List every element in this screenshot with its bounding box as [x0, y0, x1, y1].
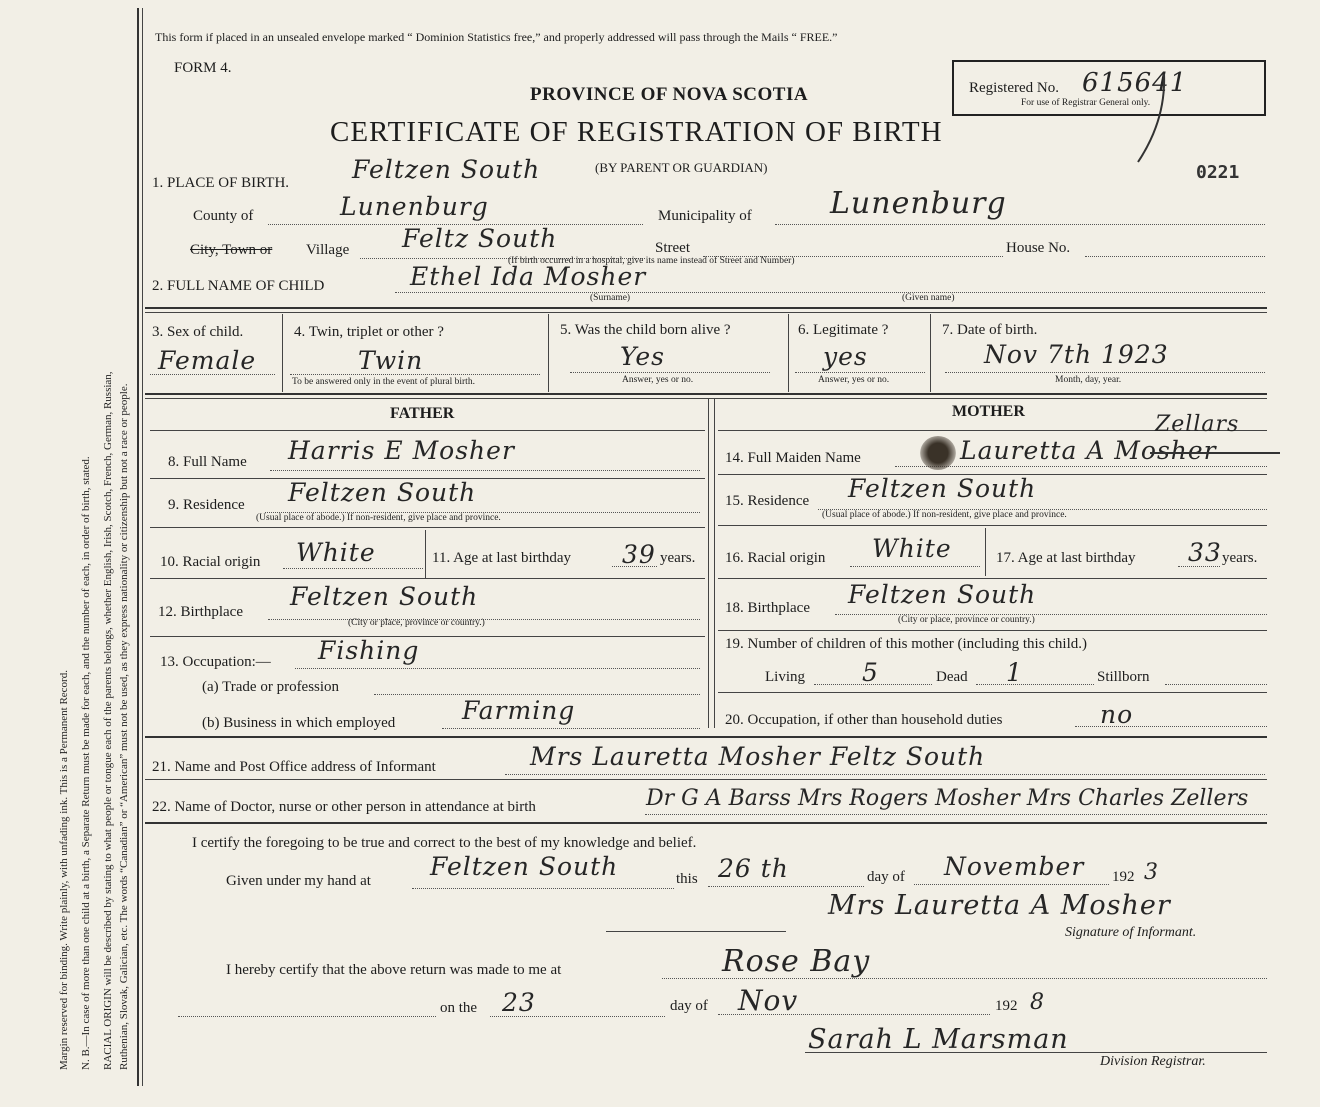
rule-after-informant	[145, 779, 1267, 780]
margin-note-1: Margin reserved for binding. Write plainly, with unfading ink. This is a Permanent Record.	[58, 670, 70, 1070]
father-heading-rule	[150, 430, 705, 431]
father-residence-value: Feltzen South	[288, 478, 477, 507]
born-alive-note: Answer, yes or no.	[622, 375, 694, 385]
rule-after-parents	[145, 736, 1267, 738]
informant-label: 21. Name and Post Office address of Informant	[152, 759, 436, 775]
doctor-value: Dr G A Barss Mrs Rogers Mosher Mrs Charles Zellers	[646, 786, 1249, 811]
given-year-value: 3	[1144, 860, 1159, 885]
father-name-line	[270, 470, 700, 471]
mother-birthplace-value: Feltzen South	[848, 580, 1037, 609]
ink-stamp: 0221	[1196, 162, 1240, 183]
margin-note-2: N. B.—In case of more than one child at a birth, a Separate Return must be made for each, and the number of each, in order of birth, stated.	[80, 456, 92, 1070]
given-day-value: 26 th	[718, 854, 789, 883]
binding-margin-line-inner	[142, 8, 143, 1086]
given-name-caption: (Given name)	[902, 293, 955, 303]
given-month-line	[914, 884, 1109, 885]
given-at-value: Feltzen South	[430, 852, 619, 881]
registrar-place-value: Rose Bay	[722, 944, 871, 979]
father-age-years: years.	[660, 550, 696, 566]
dob-value: Nov 7th 1923	[984, 340, 1169, 369]
born-alive-value: Yes	[620, 342, 665, 371]
mother-rule-5	[718, 692, 1267, 693]
place-of-birth-value: Feltzen South	[352, 155, 541, 184]
mother-race-line	[850, 566, 980, 567]
mother-name-correction: Zellars	[1155, 412, 1240, 437]
father-rule-3	[150, 578, 705, 579]
row3-divider-1	[282, 314, 283, 392]
on-the-lead-line	[178, 1016, 436, 1017]
city-town-struck: City, Town or	[190, 242, 273, 258]
margin-note-3: RACIAL ORIGIN will be described by stating to what people or tongue each of the parents belongs, whether English, Irish, Scotch, French, German, Russian,	[102, 371, 114, 1070]
legitimate-note: Answer, yes or no.	[818, 375, 890, 385]
registered-label: Registered No.	[969, 80, 1059, 96]
mother-heading: MOTHER	[952, 403, 1025, 420]
father-birthplace-note: (City or place, province or country.)	[348, 618, 485, 628]
father-heading: FATHER	[390, 405, 455, 422]
hospital-note: (If birth occurred in a hospital, give its name instead of Street and Number)	[508, 256, 795, 266]
dob-note: Month, day, year.	[1055, 375, 1122, 385]
rule-after-name	[145, 307, 1267, 309]
mother-occupation-value: no	[1100, 700, 1134, 729]
child-name-label: 2. FULL NAME OF CHILD	[152, 278, 325, 294]
given-year-prefix: 192	[1112, 869, 1135, 885]
father-birthplace-value: Feltzen South	[290, 582, 479, 611]
legitimate-label: 6. Legitimate ?	[798, 322, 889, 338]
surname-caption: (Surname)	[590, 293, 631, 303]
mother-rule-3	[718, 578, 1267, 579]
mother-rule-2	[718, 525, 1267, 526]
given-day-of-label: day of	[867, 869, 905, 885]
father-race-line	[283, 568, 423, 569]
this-day-line	[708, 886, 864, 887]
municipality-line	[775, 224, 1265, 225]
mother-race-label: 16. Racial origin	[725, 550, 826, 566]
county-value: Lunenburg	[340, 192, 489, 221]
on-the-label: on the	[440, 1000, 478, 1016]
father-occupation-value: Fishing	[318, 636, 420, 665]
informant-line	[505, 774, 1265, 775]
father-rule-2	[150, 527, 705, 528]
certify-statement: I certify the foregoing to be true and correct to the best of my knowledge and belief.	[192, 835, 697, 851]
certificate-subtitle: (BY PARENT OR GUARDIAN)	[595, 160, 768, 175]
county-label: County of	[193, 208, 254, 224]
business-line	[442, 728, 700, 729]
registrar-check-mark	[1130, 70, 1170, 170]
registrar-day-of-label: day of	[670, 998, 708, 1014]
sex-label: 3. Sex of child.	[152, 324, 244, 340]
doctor-line	[645, 814, 1267, 815]
village-label: Village	[306, 242, 350, 258]
trade-line	[374, 694, 700, 695]
registrar-sig-rule	[805, 1052, 1267, 1053]
informant-signature-caption: Signature of Informant.	[1065, 925, 1197, 940]
mother-name-label: 14. Full Maiden Name	[725, 450, 861, 466]
mother-age-label: 17. Age at last birthday	[996, 550, 1136, 566]
living-value: 5	[862, 658, 879, 687]
twin-value: Twin	[358, 346, 424, 375]
this-label: this	[676, 871, 698, 887]
registrar-statement: I hereby certify that the above return was made to me at	[226, 962, 562, 978]
dob-line	[945, 372, 1265, 373]
father-name-label: 8. Full Name	[168, 454, 247, 470]
twin-note: To be answered only in the event of plural birth.	[292, 377, 475, 387]
born-alive-label: 5. Was the child born alive ?	[560, 322, 731, 338]
mother-name-value: Lauretta A Mosher	[960, 436, 1217, 465]
father-race-value: White	[296, 538, 376, 567]
trade-label: (a) Trade or profession	[202, 679, 340, 695]
informant-value: Mrs Lauretta Mosher Feltz South	[530, 742, 986, 771]
mother-residence-label: 15. Residence	[725, 493, 810, 509]
registered-number: 615641	[1082, 68, 1188, 98]
legitimate-value: yes	[823, 342, 868, 371]
parent-column-divider-2	[714, 398, 715, 728]
registrar-signature: Sarah L Marsman	[808, 1024, 1069, 1055]
street-label: Street	[655, 240, 690, 256]
father-birthplace-label: 12. Birthplace	[158, 604, 243, 620]
father-name-value: Harris E Mosher	[288, 436, 515, 465]
mother-residence-note: (Usual place of abode.) If non-resident, give place and province.	[822, 510, 1067, 520]
dead-line	[976, 684, 1094, 685]
business-label: (b) Business in which employed	[202, 715, 396, 731]
mother-occupation-label: 20. Occupation, if other than household duties	[725, 712, 1003, 728]
parent-column-divider	[708, 398, 709, 728]
mother-race-value: White	[872, 534, 952, 563]
mother-age-years: years.	[1222, 550, 1258, 566]
registrar-year-value: 8	[1030, 990, 1045, 1015]
father-age-value: 39	[622, 540, 656, 569]
registrar-signature-caption: Division Registrar.	[1100, 1054, 1206, 1069]
mother-name-line	[895, 466, 1267, 467]
sex-value: Female	[158, 346, 257, 375]
province-heading: PROVINCE OF NOVA SCOTIA	[530, 84, 809, 105]
municipality-label: Municipality of	[658, 208, 752, 224]
father-race-divider	[425, 530, 426, 578]
living-label: Living	[765, 669, 805, 685]
born-alive-line	[570, 372, 770, 373]
father-occupation-line	[295, 668, 700, 669]
form-number: FORM 4.	[174, 60, 232, 76]
twin-label: 4. Twin, triplet or other ?	[294, 324, 444, 340]
dead-value: 1	[1006, 658, 1023, 687]
given-month-value: November	[944, 852, 1085, 881]
father-residence-note: (Usual place of abode.) If non-resident, give place and province.	[256, 513, 501, 523]
sex-line	[150, 374, 275, 375]
certificate-title: CERTIFICATE OF REGISTRATION OF BIRTH	[330, 116, 943, 148]
stillborn-line	[1165, 684, 1267, 685]
registrar-year-prefix: 192	[995, 998, 1018, 1014]
child-name-line	[395, 292, 1265, 293]
rule-after-name-2	[145, 312, 1267, 313]
given-at-label: Given under my hand at	[226, 873, 371, 889]
margin-note-4: Ruthenian, Slovak, Galician, etc. The words “Canadian” or “American” must not be used, as they express nationality or citizenship but not a race or people.	[118, 383, 130, 1070]
twin-line	[290, 374, 540, 375]
house-number-line	[1085, 256, 1265, 257]
registrar-month-value: Nov	[738, 984, 799, 1017]
row3-divider-2	[548, 314, 549, 392]
informant-signature: Mrs Lauretta A Mosher	[828, 890, 1171, 921]
ink-blot	[920, 436, 956, 470]
mother-rule-4	[718, 630, 1267, 631]
mother-birthplace-note: (City or place, province or country.)	[898, 615, 1035, 625]
children-count-label: 19. Number of children of this mother (including this child.)	[725, 636, 1088, 652]
father-rule-4	[150, 636, 705, 637]
row3-divider-4	[930, 314, 931, 392]
registration-box	[952, 60, 1266, 116]
mail-notice: This form if placed in an unsealed envelope marked “ Dominion Statistics free,” and properly addressed will pass through the Mails “ FREE.”	[155, 30, 838, 44]
father-occupation-label: 13. Occupation:—	[160, 654, 271, 670]
child-name-value: Ethel Ida Mosher	[410, 262, 647, 291]
municipality-value: Lunenburg	[830, 186, 1007, 221]
village-value: Feltz South	[402, 224, 558, 253]
registrar-day-value: 23	[502, 988, 536, 1017]
mother-age-value: 33	[1188, 538, 1222, 567]
father-residence-label: 9. Residence	[168, 497, 245, 513]
mother-residence-value: Feltzen South	[848, 474, 1037, 503]
business-value: Farming	[462, 696, 576, 725]
mother-name-strike	[1150, 452, 1280, 454]
dead-label: Dead	[936, 669, 968, 685]
house-number-label: House No.	[1006, 240, 1071, 256]
place-of-birth-label: 1. PLACE OF BIRTH.	[152, 175, 290, 191]
legitimate-line	[795, 372, 925, 373]
father-race-label: 10. Racial origin	[160, 554, 261, 570]
rule-after-row3	[145, 393, 1267, 395]
father-age-label: 11. Age at last birthday	[432, 550, 571, 566]
informant-sig-rule	[606, 931, 786, 932]
stillborn-label: Stillborn	[1097, 669, 1150, 685]
mother-birthplace-label: 18. Birthplace	[725, 600, 810, 616]
registrar-use-note: For use of Registrar General only.	[1021, 98, 1151, 108]
row3-divider-3	[788, 314, 789, 392]
doctor-label: 22. Name of Doctor, nurse or other person in attendance at birth	[152, 799, 536, 815]
binding-margin-line	[137, 8, 139, 1086]
given-at-line	[412, 888, 674, 889]
mother-race-divider	[985, 528, 986, 576]
rule-after-doctor	[145, 822, 1267, 824]
dob-label: 7. Date of birth.	[942, 322, 1038, 338]
rule-after-row3-2	[145, 398, 1267, 399]
